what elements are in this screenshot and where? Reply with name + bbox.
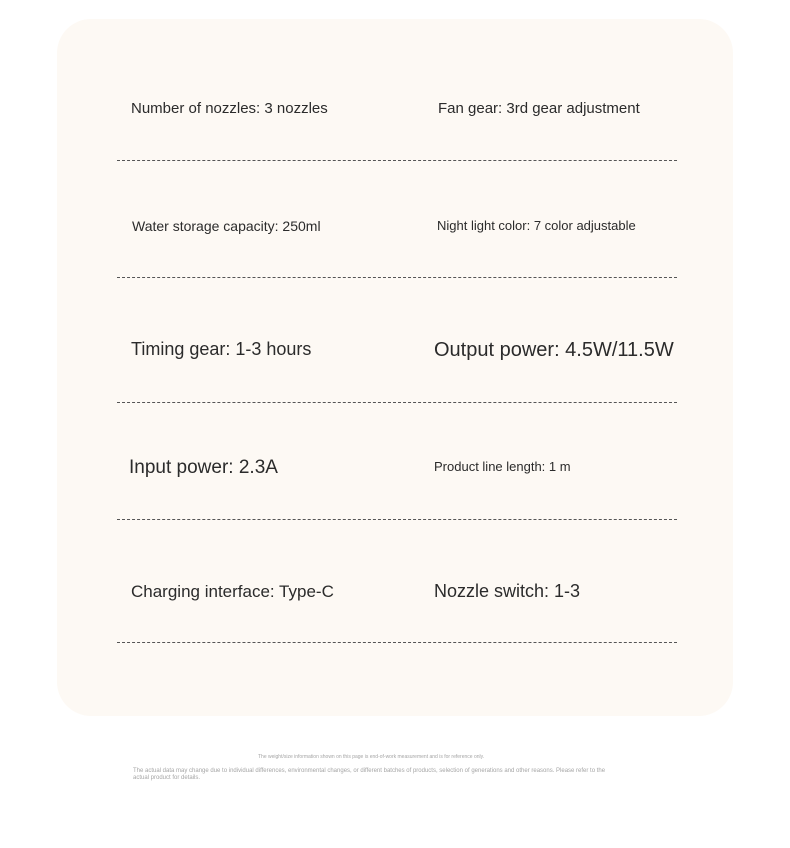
- spec-output-power: Output power: 4.5W/11.5W: [434, 339, 674, 361]
- spec-fan-gear: Fan gear: 3rd gear adjustment: [438, 100, 640, 117]
- spec-input-power: Input power: 2.3A: [129, 457, 278, 478]
- disclaimer-line-3: actual product for details.: [133, 775, 201, 781]
- row-divider: [117, 160, 677, 161]
- row-divider: [117, 519, 677, 520]
- spec-nozzle-switch: Nozzle switch: 1-3: [434, 581, 581, 601]
- row-divider: [117, 642, 677, 643]
- spec-night-light-color: Night light color: 7 color adjustable: [437, 218, 636, 233]
- spec-water-storage-capacity: Water storage capacity: 250ml: [132, 218, 321, 234]
- spec-product-line-length: Product line length: 1 m: [434, 459, 571, 474]
- spec-timing-gear: Timing gear: 1-3 hours: [131, 339, 312, 359]
- spec-charging-interface: Charging interface: Type-C: [131, 582, 334, 601]
- row-divider: [117, 402, 677, 403]
- disclaimer-line-1: The weight/size information shown on this page is end-of-work measurement and is for reference only.: [258, 754, 485, 760]
- spec-number-of-nozzles: Number of nozzles: 3 nozzles: [131, 100, 328, 117]
- row-divider: [117, 277, 677, 278]
- spec-card: [57, 19, 733, 716]
- disclaimer-line-2: The actual data may change due to individual differences, environmental changes, or different batches of products, selection of generations and other reasons. Please refer to the: [133, 768, 606, 774]
